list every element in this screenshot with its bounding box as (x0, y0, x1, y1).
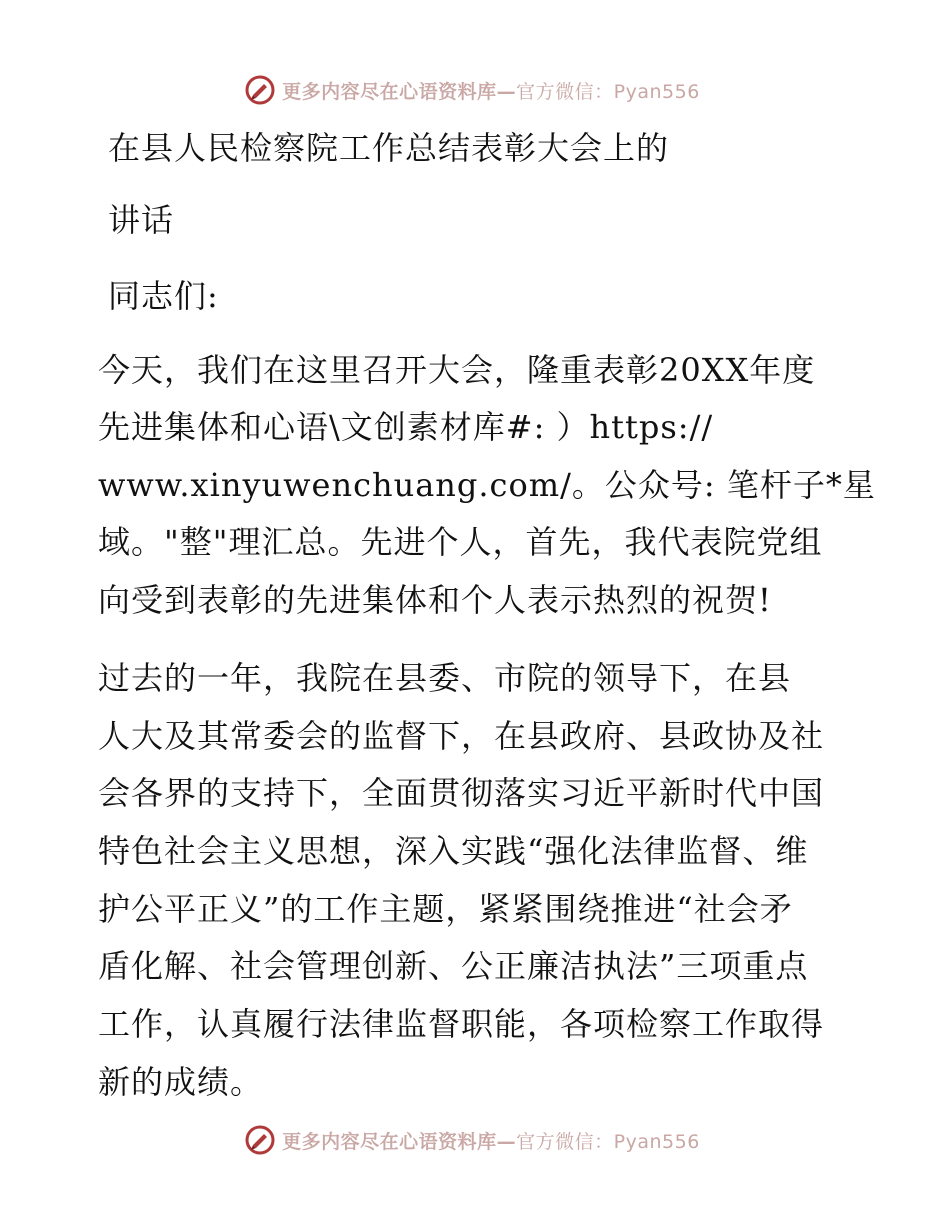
paragraph-2-line-2: 人大及其常委会的监督下，在县政府、县政协及社 (98, 717, 825, 755)
footer-watermark-content (244, 1124, 700, 1156)
paragraph-2-line-6: 盾化解、社会管理创新、公正廉洁执法”三项重点 (98, 947, 809, 985)
paragraph-1-line-5: 向受到表彰的先进集体和个人表示热烈的祝贺! (98, 581, 772, 619)
paragraph-2-line-3: 会各界的支持下，全面贯彻落实习近平新时代中国 (98, 774, 825, 812)
paragraph-2-line-1: 过去的一年，我院在县委、市院的领导下，在县 (98, 659, 792, 697)
watermark-separator: — (496, 1130, 517, 1153)
watermark-separator: — (496, 80, 517, 103)
watermark-wechat-text: 官方微信：Pyan556 (516, 1130, 700, 1153)
paragraph-2-line-8: 新的成绩。 (98, 1063, 264, 1101)
paragraph-2-line-7: 工作，认真履行法律监督职能，各项检察工作取得 (98, 1005, 825, 1043)
salutation: 同志们: (108, 277, 219, 315)
header-watermark-banner (0, 70, 950, 110)
paragraph-2-line-5: 护公平正义”的工作主题，紧紧围绕推进“社会矛 (98, 890, 793, 928)
paragraph-1-line-4: 域。"整"理汇总。先进个人，首先，我代表院党组 (98, 523, 823, 561)
footer-watermark-banner (0, 1120, 950, 1160)
paragraph-1-line-3: www.xinyuwenchuang.com/。公众号: 笔杆子*星 (98, 466, 876, 504)
paragraph-1-line-2: 先进集体和心语\文创素材库#: ）https:// (98, 408, 714, 446)
watermark-main-text: 更多内容尽在心语资料库 (282, 1130, 497, 1153)
watermark-main-text: 更多内容尽在心语资料库 (282, 80, 497, 103)
header-watermark-content (244, 74, 700, 106)
header-watermark-text (282, 77, 700, 104)
pen-logo-icon (244, 74, 276, 106)
watermark-wechat-text: 官方微信：Pyan556 (516, 80, 700, 103)
footer-watermark-text (282, 1127, 700, 1154)
document-title-line-1: 在县人民检察院工作总结表彰大会上的 (108, 129, 670, 167)
paragraph-1-line-1: 今天，我们在这里召开大会，隆重表彰20XX年度 (98, 351, 816, 389)
document-title-line-2: 讲话 (108, 201, 175, 239)
paragraph-2-line-4: 特色社会主义思想，深入实践“强化法律监督、维 (98, 832, 809, 870)
pen-logo-icon (244, 1124, 276, 1156)
